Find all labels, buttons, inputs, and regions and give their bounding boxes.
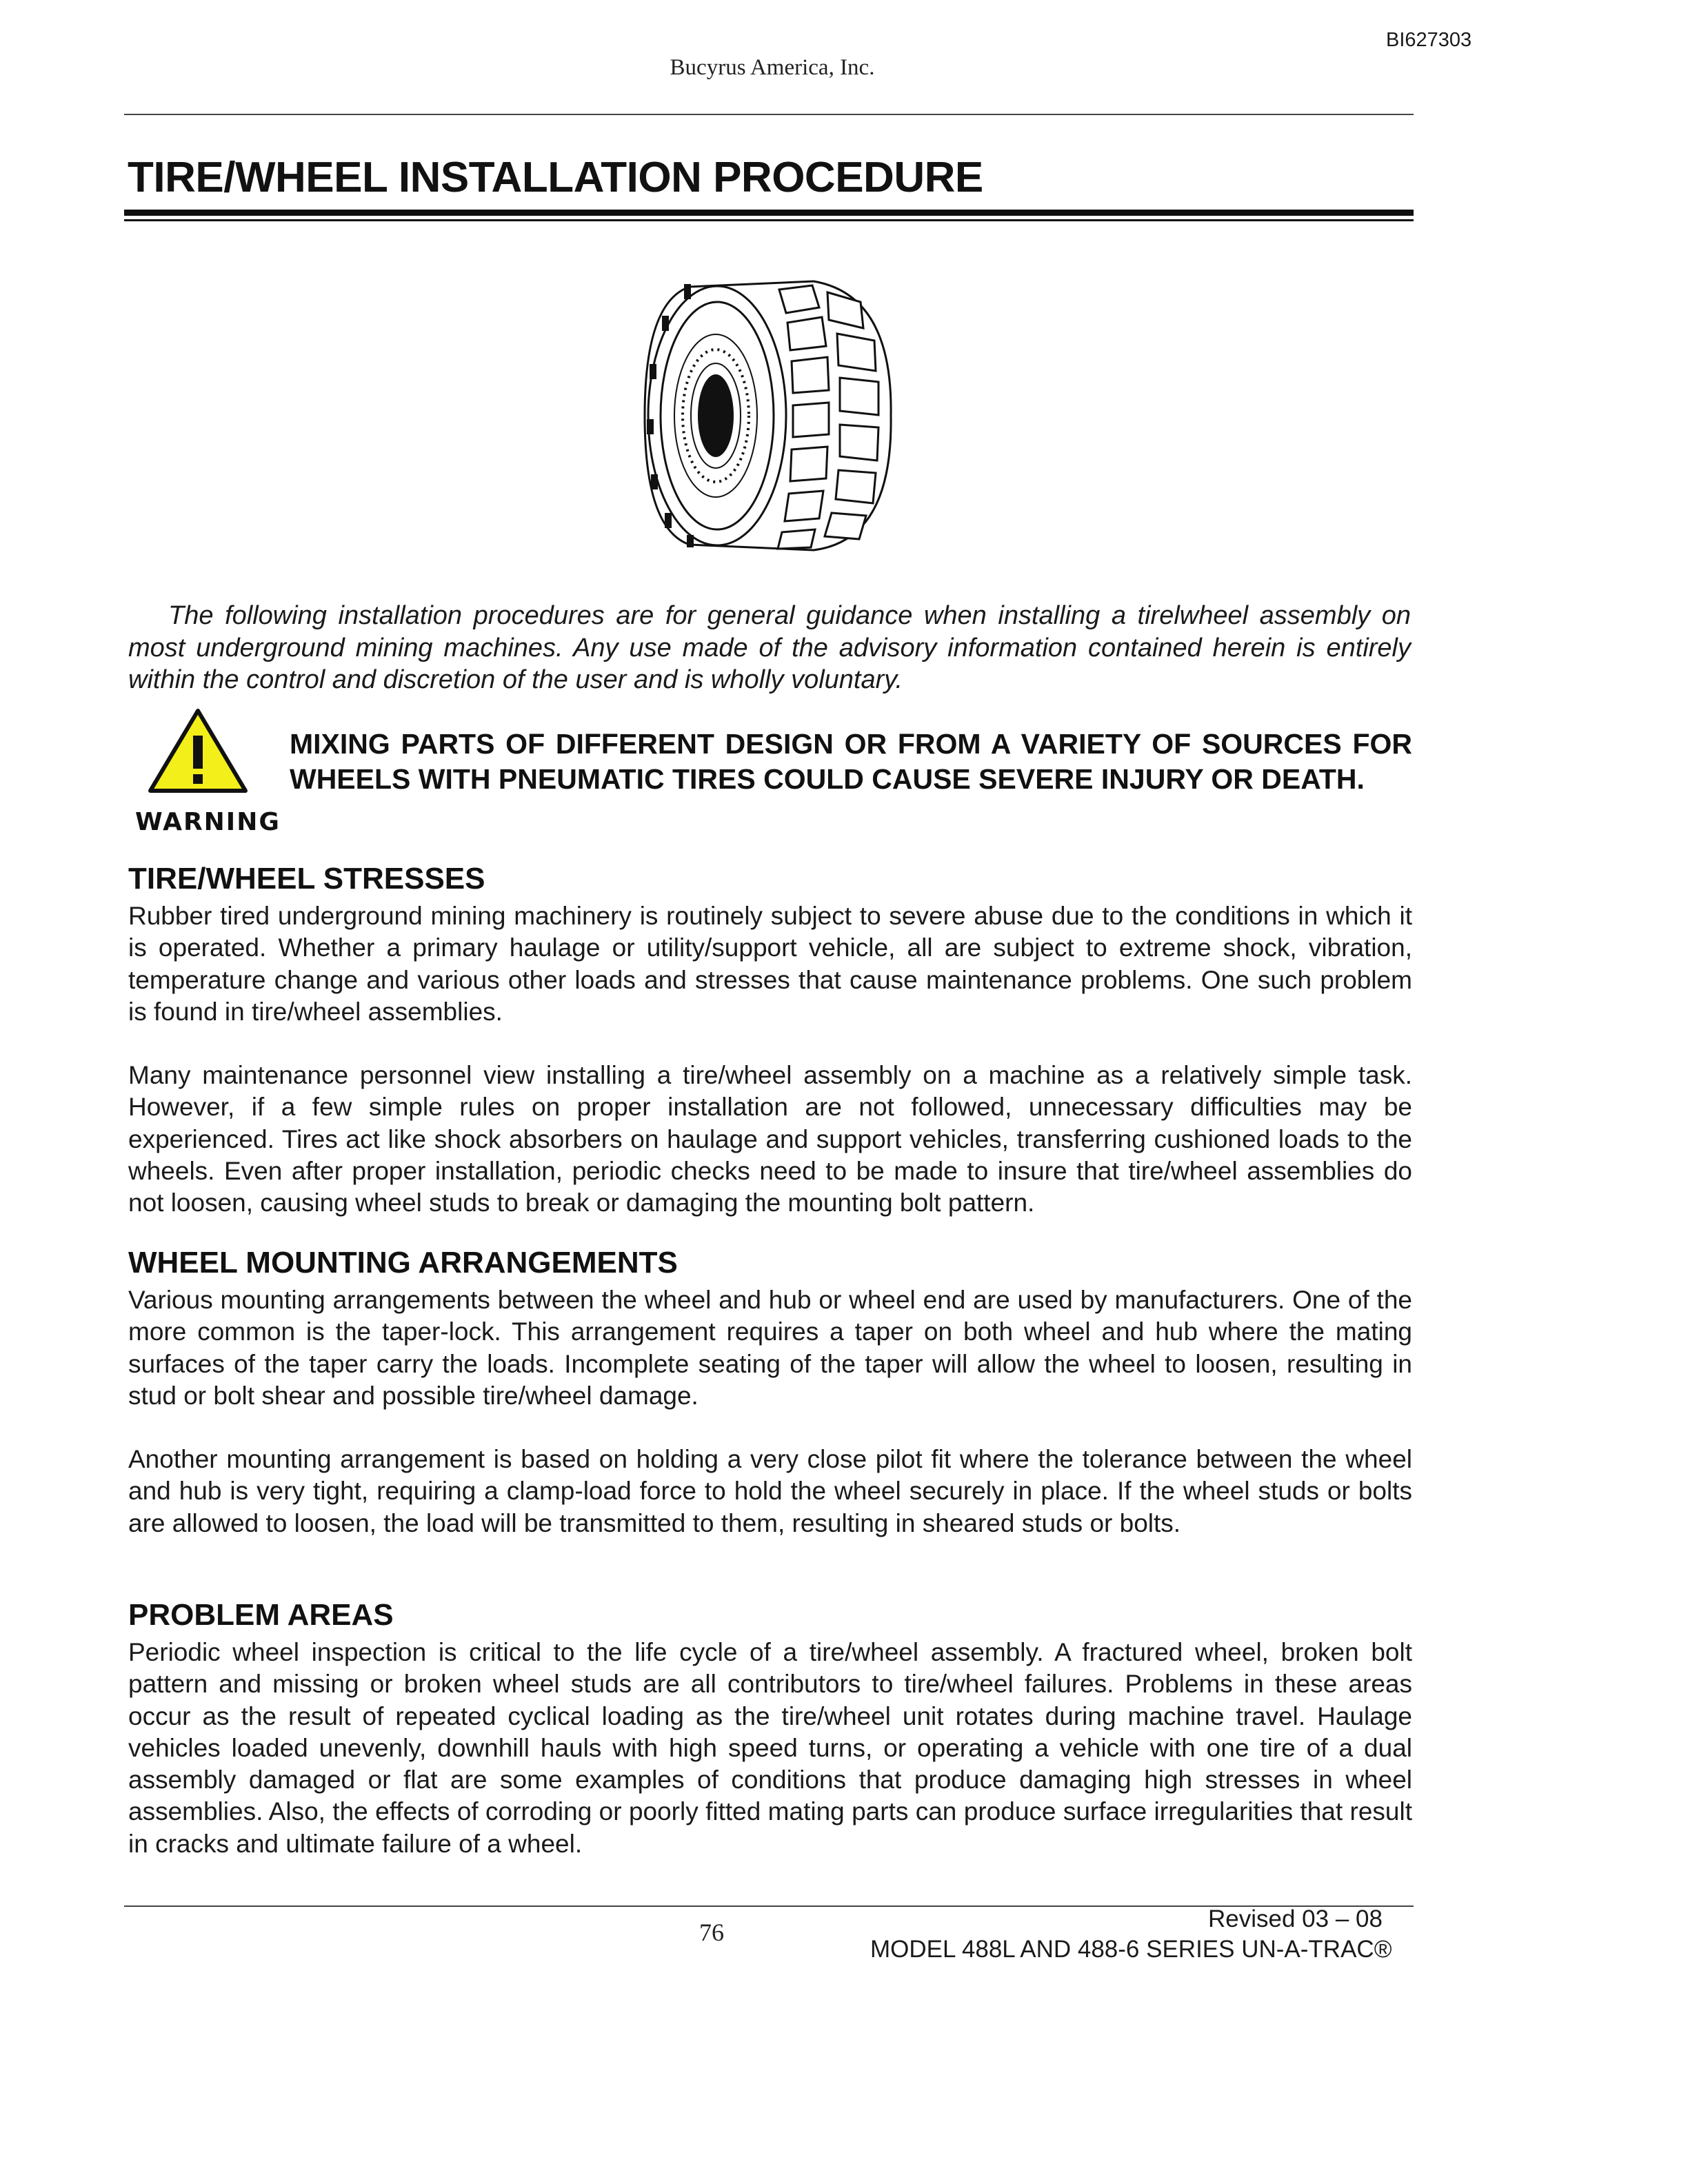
intro-text: The following installation procedures are for general guidance when installing a tirelwheel assembly on most underground mining machines. Any use made of the advisory information contained herein is entirely within the control and discretion of the user and is wholly voluntary. [128, 601, 1411, 694]
section-heading-stresses: TIRE/WHEEL STRESSES [128, 862, 485, 896]
document-id: BI627303 [1386, 29, 1472, 51]
section-heading-problem-areas: PROBLEM AREAS [128, 1598, 394, 1632]
model-label: MODEL 488L AND 488-6 SERIES UN-A-TRAC® [870, 1936, 1392, 1963]
revision-label: Revised 03 – 08 [1208, 1905, 1383, 1932]
page-title: TIRE/WHEEL INSTALLATION PROCEDURE [128, 154, 983, 201]
paragraph: Many maintenance personnel view installing a tire/wheel assembly on a machine as a relatively simple task. However, if a few simple rules on proper installation are not followed, unnecessary difficulties may be experienced. Tires act like shock absorbers on haulage and support vehicles, transferring cushioned loads to the wheels. Even after proper installation, periodic checks need to be made to insure that tire/wheel assemblies do not loosen, causing wheel studs to break or damaging the mounting bolt pattern. [128, 1061, 1412, 1217]
section-body-problem-areas [128, 1637, 1412, 1860]
paragraph: Another mounting arrangement is based on holding a very close pilot fit where the tolerance between the wheel and hub is very tight, requiring a clamp-load force to hold the wheel securely in place. If the wheel studs or bolts are allowed to loosen, the load will be transmitted to them, resulting in sheared studs or bolts. [128, 1445, 1412, 1537]
title-divider-thick [124, 210, 1414, 216]
header-divider [124, 114, 1414, 115]
warning-label: WARNING [135, 808, 281, 836]
intro-paragraph [128, 600, 1411, 696]
warning-triangle-icon [146, 707, 250, 795]
paragraph: Periodic wheel inspection is critical to the life cycle of a tire/wheel assembly. A fractured wheel, broken bolt pattern and missing or broken wheel studs are all contributors to tire/wheel failures. Problems in these areas occur as the result of repeated cyclical loading as the tire/wheel unit rotates during machine travel. Haulage vehicles loaded unevenly, downhill hauls with high speed turns, or operating a vehicle with one tire of a dual assembly damaged or flat are some examples of conditions that produce damaging high stresses in wheel assemblies. Also, the effects of corroding or poorly fitted mating parts can produce surface irregularities that result in cracks and ultimate failure of a wheel. [128, 1638, 1412, 1858]
page-number: 76 [699, 1919, 724, 1946]
tire-wheel-illustration [641, 274, 896, 557]
paragraph: Various mounting arrangements between the wheel and hub or wheel end are used by manufacturers. One of the more common is the taper-lock. This arrangement requires a taper on both wheel and hub where the mating surfaces of the taper carry the loads. Incomplete seating of the taper will allow the wheel to loosen, resulting in stud or bolt shear and possible tire/wheel damage. [128, 1286, 1412, 1410]
warning-text: MIXING PARTS OF DIFFERENT DESIGN OR FROM A VARIETY OF SOURCES FOR WHEELS WITH PNEUMATIC TIRES COULD CAUSE SEVERE INJURY OR DEATH. [290, 728, 1412, 795]
paragraph: Rubber tired underground mining machinery is routinely subject to severe abuse due to the conditions in which it is operated. Whether a primary haulage or utility/support vehicle, all are subject to extreme shock, vibration, temperature change and various other loads and stresses that cause maintenance problems. One such problem is found in tire/wheel assemblies. [128, 902, 1412, 1026]
section-heading-mounting: WHEEL MOUNTING ARRANGEMENTS [128, 1246, 678, 1280]
title-divider-thin [124, 219, 1414, 221]
section-body-stresses [128, 900, 1412, 1220]
company-name: Bucyrus America, Inc. [670, 55, 875, 80]
section-body-mounting [128, 1284, 1412, 1539]
